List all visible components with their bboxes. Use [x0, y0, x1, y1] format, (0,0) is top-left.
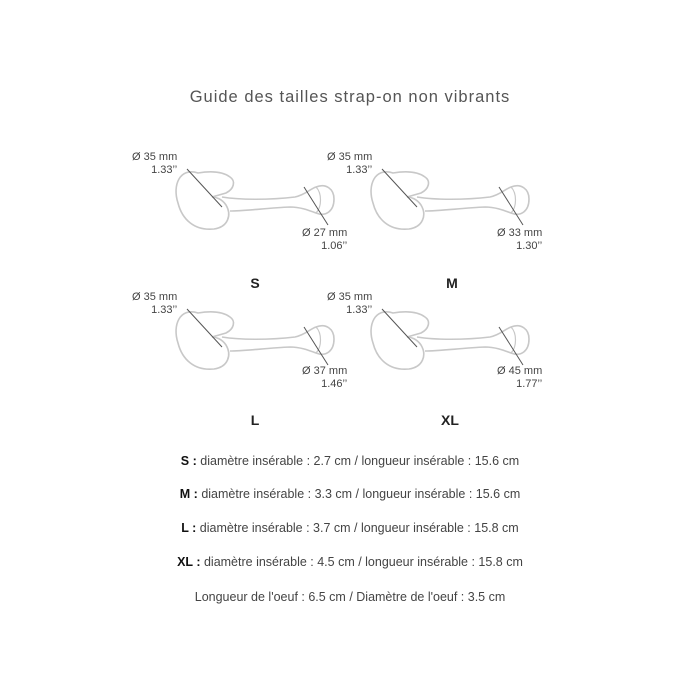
spec-line-l: L : diamètre insérable : 3.7 cm / longueur insérable : 15.8 cm: [181, 521, 519, 535]
bulb-dimension-label: Ø 35 mm 1.33’’: [132, 291, 178, 316]
bulb-dimension-label: Ø 35 mm 1.33’’: [132, 151, 178, 176]
shaft-dimension-label: Ø 37 mm 1.46’’: [302, 365, 348, 390]
spec-line-xl: XL : diamètre insérable : 4.5 cm / longueur insérable : 15.8 cm: [177, 555, 523, 569]
size-label-m: M: [446, 275, 458, 291]
size-label-l: L: [250, 412, 260, 428]
egg-dimensions-note: Longueur de l'oeuf : 6.5 cm / Diamètre de l'oeuf : 3.5 cm: [194, 590, 506, 604]
shaft-dimension-label: Ø 33 mm 1.30’’: [497, 227, 543, 252]
bulb-dimension-label: Ø 35 mm 1.33’’: [327, 151, 373, 176]
size-label-xl: XL: [441, 412, 459, 428]
spec-line-s: S : diamètre insérable : 2.7 cm / longueur insérable : 15.6 cm: [180, 454, 520, 468]
bulb-dimension-label: Ø 35 mm 1.33’’: [327, 291, 373, 316]
shaft-dimension-label: Ø 27 mm 1.06’’: [302, 227, 348, 252]
shaft-dimension-label: Ø 45 mm 1.77’’: [497, 365, 543, 390]
figure-size-m: [325, 145, 565, 260]
figure-size-xl: [325, 285, 565, 400]
size-label-s: S: [250, 275, 260, 291]
spec-line-m: M : diamètre insérable : 3.3 cm / longueur insérable : 15.6 cm: [179, 487, 521, 501]
page-title: Guide des tailles strap-on non vibrants: [189, 88, 511, 106]
